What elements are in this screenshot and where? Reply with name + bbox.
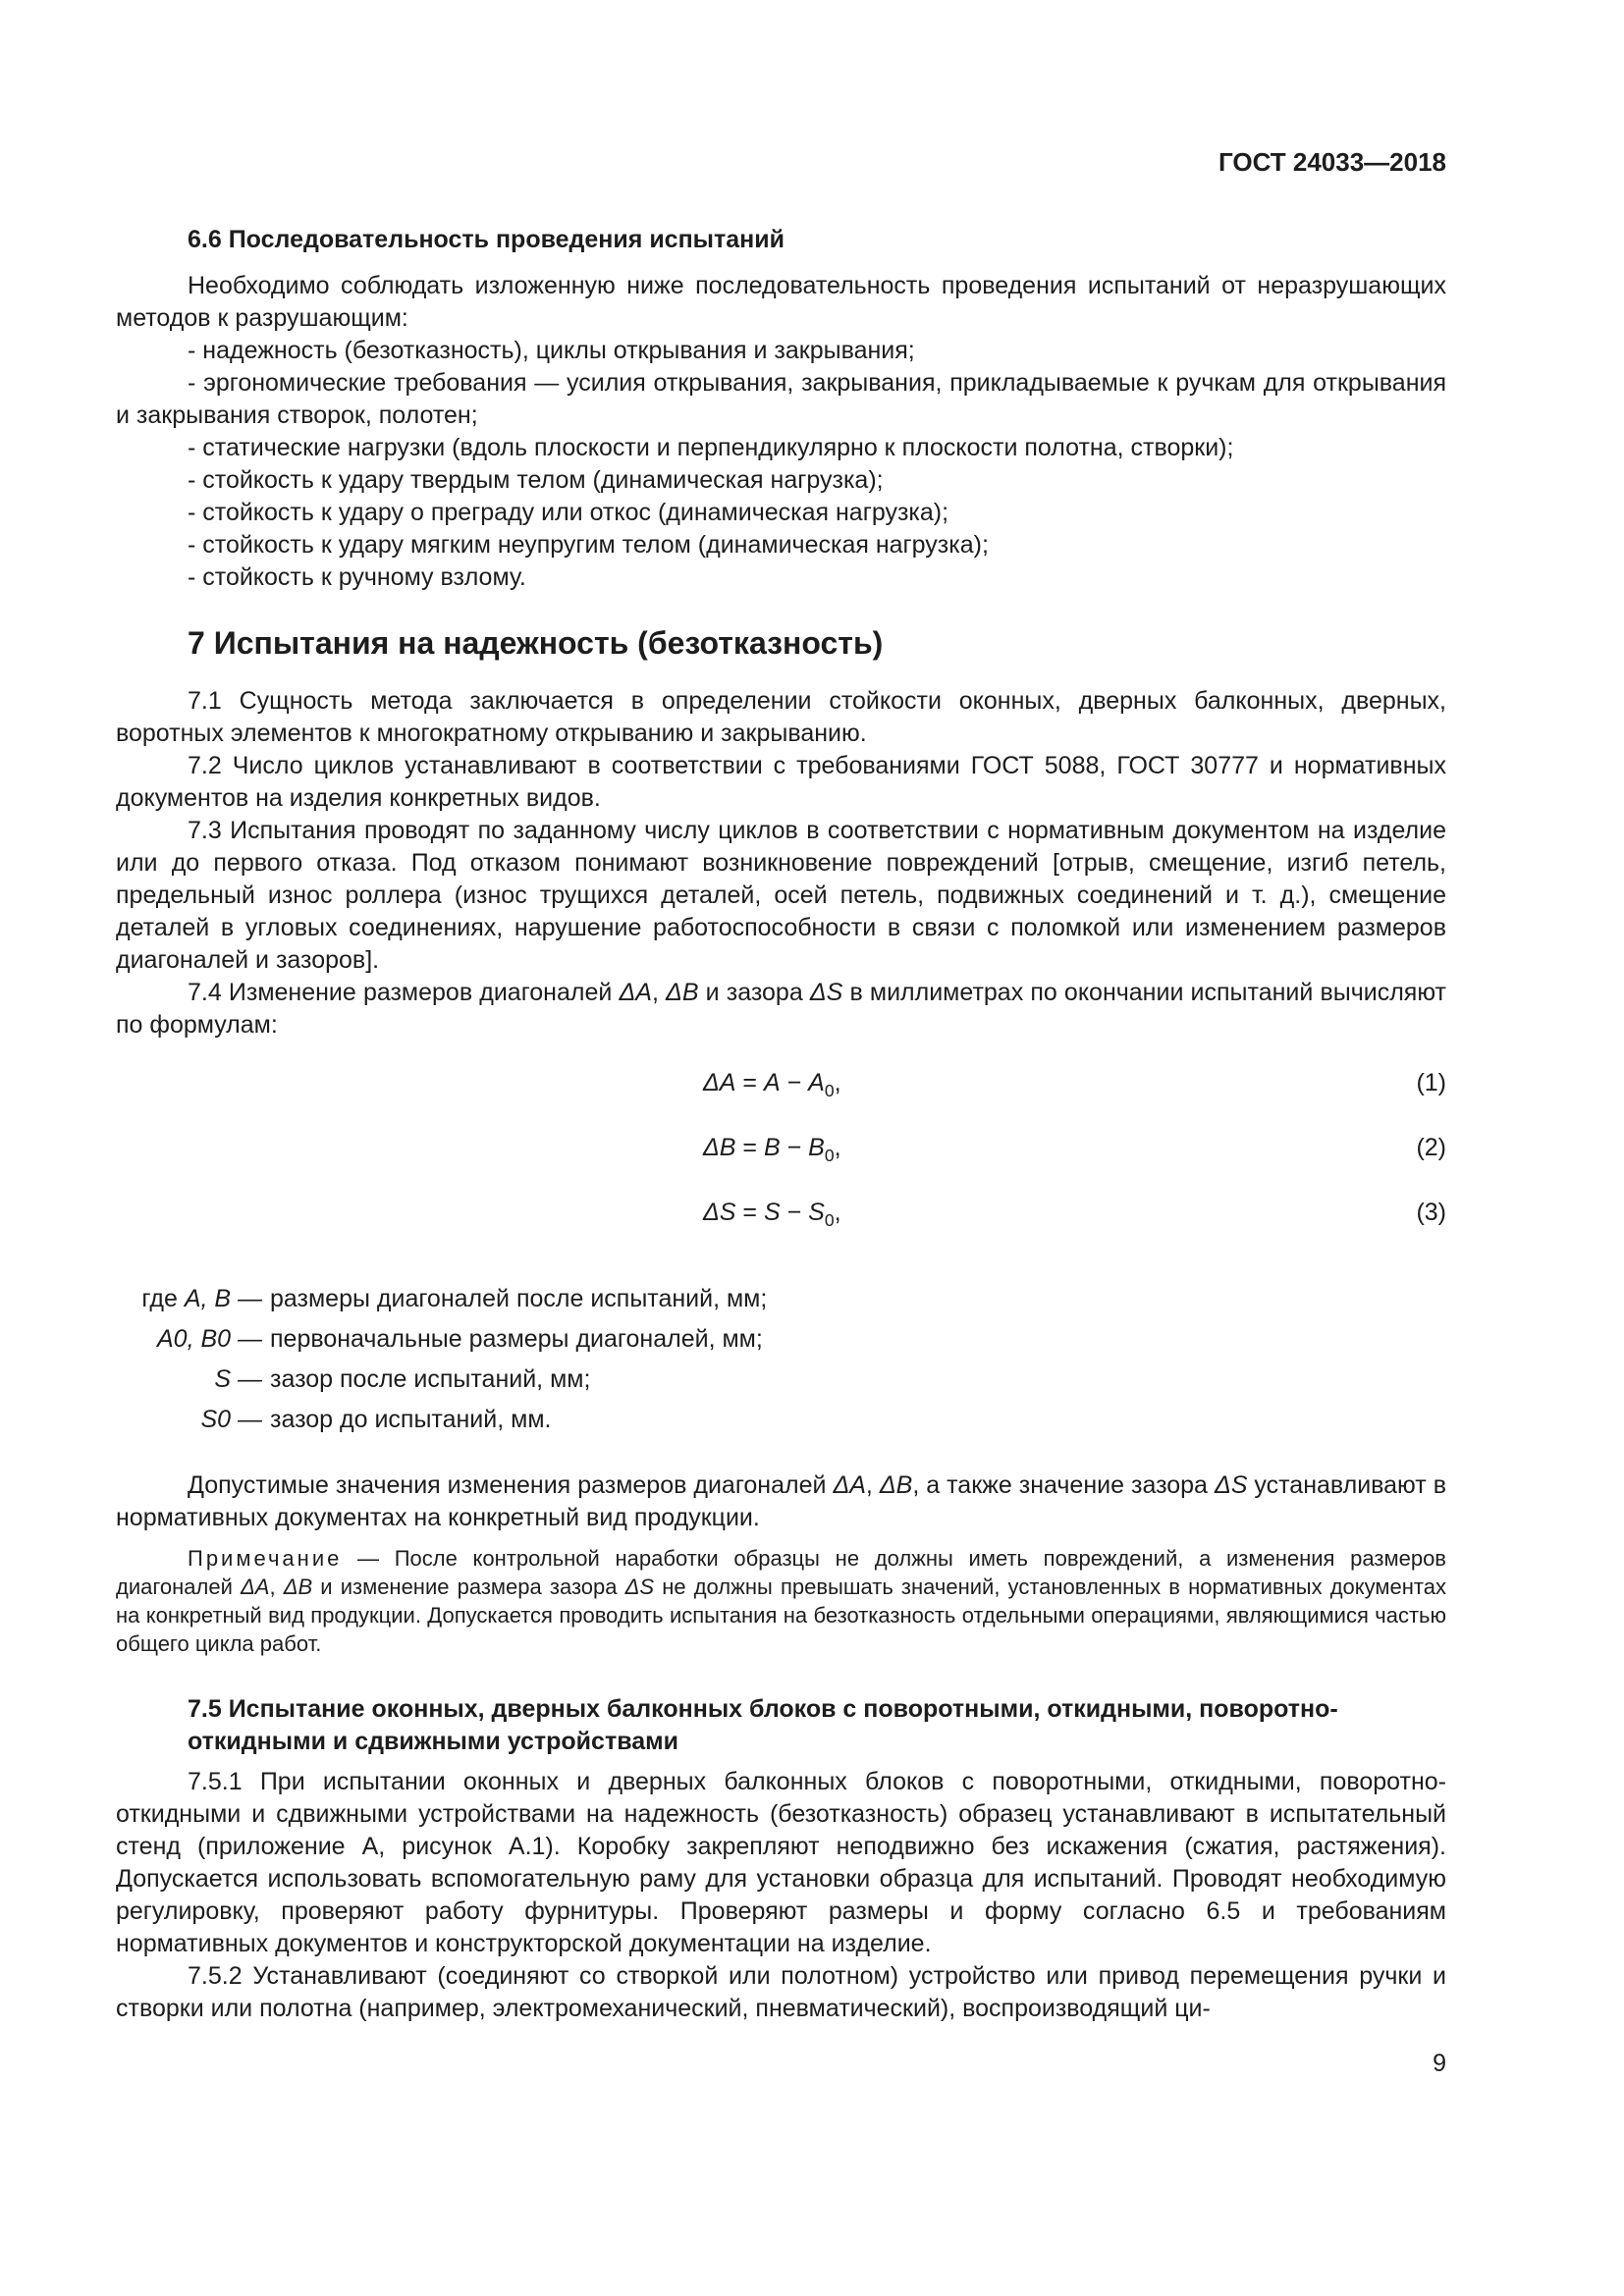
section-7-5-title: 7.5 Испытание оконных, дверных балконных блоков с поворотными, откидными, поворотно-откидными и сдвижными устройствами <box>188 1695 1338 1755</box>
allowed-values-paragraph: Допустимые значения изменения размеров диагоналей ΔA, ΔB, а также значение зазора ΔS устанавливают в нормативных документах на конкретный вид продукции. <box>116 1471 1446 1531</box>
where-row: S — зазор после испытаний, мм; <box>214 1365 591 1393</box>
formula-number: (3) <box>1416 1199 1446 1226</box>
paragraph-7-5-2: 7.5.2 Устанавливают (соединяют со створкой или полотном) устройство или привод перемещения ручки и створки или полотна (например, электромеханический, пневматический), воспроизводящий ци- <box>116 1962 1446 2022</box>
paragraph-7-4: 7.4 Изменение размеров диагоналей ΔA, ΔB и зазора ΔS в миллиметрах по окончании испытаний вычисляют по формулам: <box>116 979 1446 1039</box>
section-6-6-intro: Необходимо соблюдать изложенную ниже последовательность проведения испытаний от неразрушающих методов к разрушающим: <box>116 272 1446 332</box>
where-row: S0 — зазор до испытаний, мм. <box>200 1406 552 1433</box>
list-item: - стойкость к удару твердым телом (динамическая нагрузка); <box>188 466 884 494</box>
list-item: - эргономические требования — усилия открывания, закрывания, прикладываемые к ручкам для открывания и закрывания створок, полотен; <box>116 369 1446 429</box>
symbol-delta-a: ΔA <box>619 979 652 1006</box>
section-7-title: 7 Испытания на надежность (безотказность) <box>188 625 884 661</box>
list-item: - стойкость к ручному взлому. <box>188 563 526 591</box>
paragraph-7-2: 7.2 Число циклов устанавливают в соответствии с требованиями ГОСТ 5088, ГОСТ 30777 и нормативных документов на изделия конкретных видов. <box>116 752 1446 812</box>
formula-1: $\Delta A = A - A_0$, (1) <box>703 1069 1446 1100</box>
where-row: где A, B — размеры диагоналей после испытаний, мм; <box>141 1285 768 1312</box>
list-item: - статические нагрузки (вдоль плоскости и перпендикулярно к плоскости полотна, створки); <box>188 434 1234 461</box>
paragraph-7-5-1: 7.5.1 При испытании оконных и дверных балконных блоков с поворотными, откидными, поворотно-откидными и сдвижными устройствами на надежность (безотказность) образец устанавливают в испытательный стенд (приложение А, рисунок А.1). Коробку закрепляют неподвижно без искажения (сжатия, растяжения). Допускается использовать вспомогательную раму для установки образца для испытаний. Проводят необходимую регулировку, проверяют работу фурнитуры. Проверяют размеры и форму согласно 6.5 и требованиям нормативных документов и конструкторской документации на изделие. <box>116 1768 1446 1957</box>
list-item: - стойкость к удару мягким неупругим телом (динамическая нагрузка); <box>188 531 989 559</box>
where-list <box>116 1283 1446 1444</box>
symbol-delta-b: ΔB <box>666 979 699 1006</box>
where-row: A0, B0 — первоначальные размеры диагоналей, мм; <box>157 1325 763 1353</box>
formula-3: $\Delta S = S - S_0$, (3) <box>703 1199 1446 1230</box>
list-item: - стойкость к удару о преграду или откос (динамическая нагрузка); <box>188 499 949 526</box>
page-number: 9 <box>1433 2050 1446 2077</box>
note-label: Примечание <box>188 1546 343 1571</box>
list-item: - надежность (безотказность), циклы открывания и закрывания; <box>188 337 915 364</box>
formula-number: (1) <box>1416 1069 1446 1096</box>
paragraph-7-1: 7.1 Сущность метода заключается в определении стойкости оконных, дверных балконных, дверных, воротных элементов к многократному открыванию и закрыванию. <box>116 687 1446 747</box>
formula-2: $\Delta B = B - B_0$, (2) <box>703 1134 1446 1165</box>
note: Примечание — После контрольной наработки образцы не должны иметь повреждений, а изменения размеров диагоналей ΔA, ΔB и изменение размера зазора ΔS не должны превышать значений, установленных в нормативных документах на конкретный вид продукции. Допускается проводить испытания на безотказность отдельными операциями, являющимися частью общего цикла работ. <box>116 1546 1446 1656</box>
page-content <box>116 224 1446 2025</box>
section-6-6-title: 6.6 Последовательность проведения испытаний <box>188 226 785 253</box>
formula-number: (2) <box>1416 1134 1446 1161</box>
document-code: ГОСТ 24033—2018 <box>1218 147 1446 177</box>
paragraph-7-3: 7.3 Испытания проводят по заданному числу циклов в соответствии с нормативным документом на изделие или до первого отказа. Под отказом понимают возникновение повреждений [отрыв, смещение, изгиб петель, предельный износ роллера (износ трущихся деталей, осей петель, подвижных соединений и т. д.), смещение деталей в угловых соединениях, нарушение работоспособности в связи с поломкой или изменением размеров диагоналей и зазоров]. <box>116 817 1446 974</box>
symbol-delta-s: ΔS <box>809 979 843 1006</box>
